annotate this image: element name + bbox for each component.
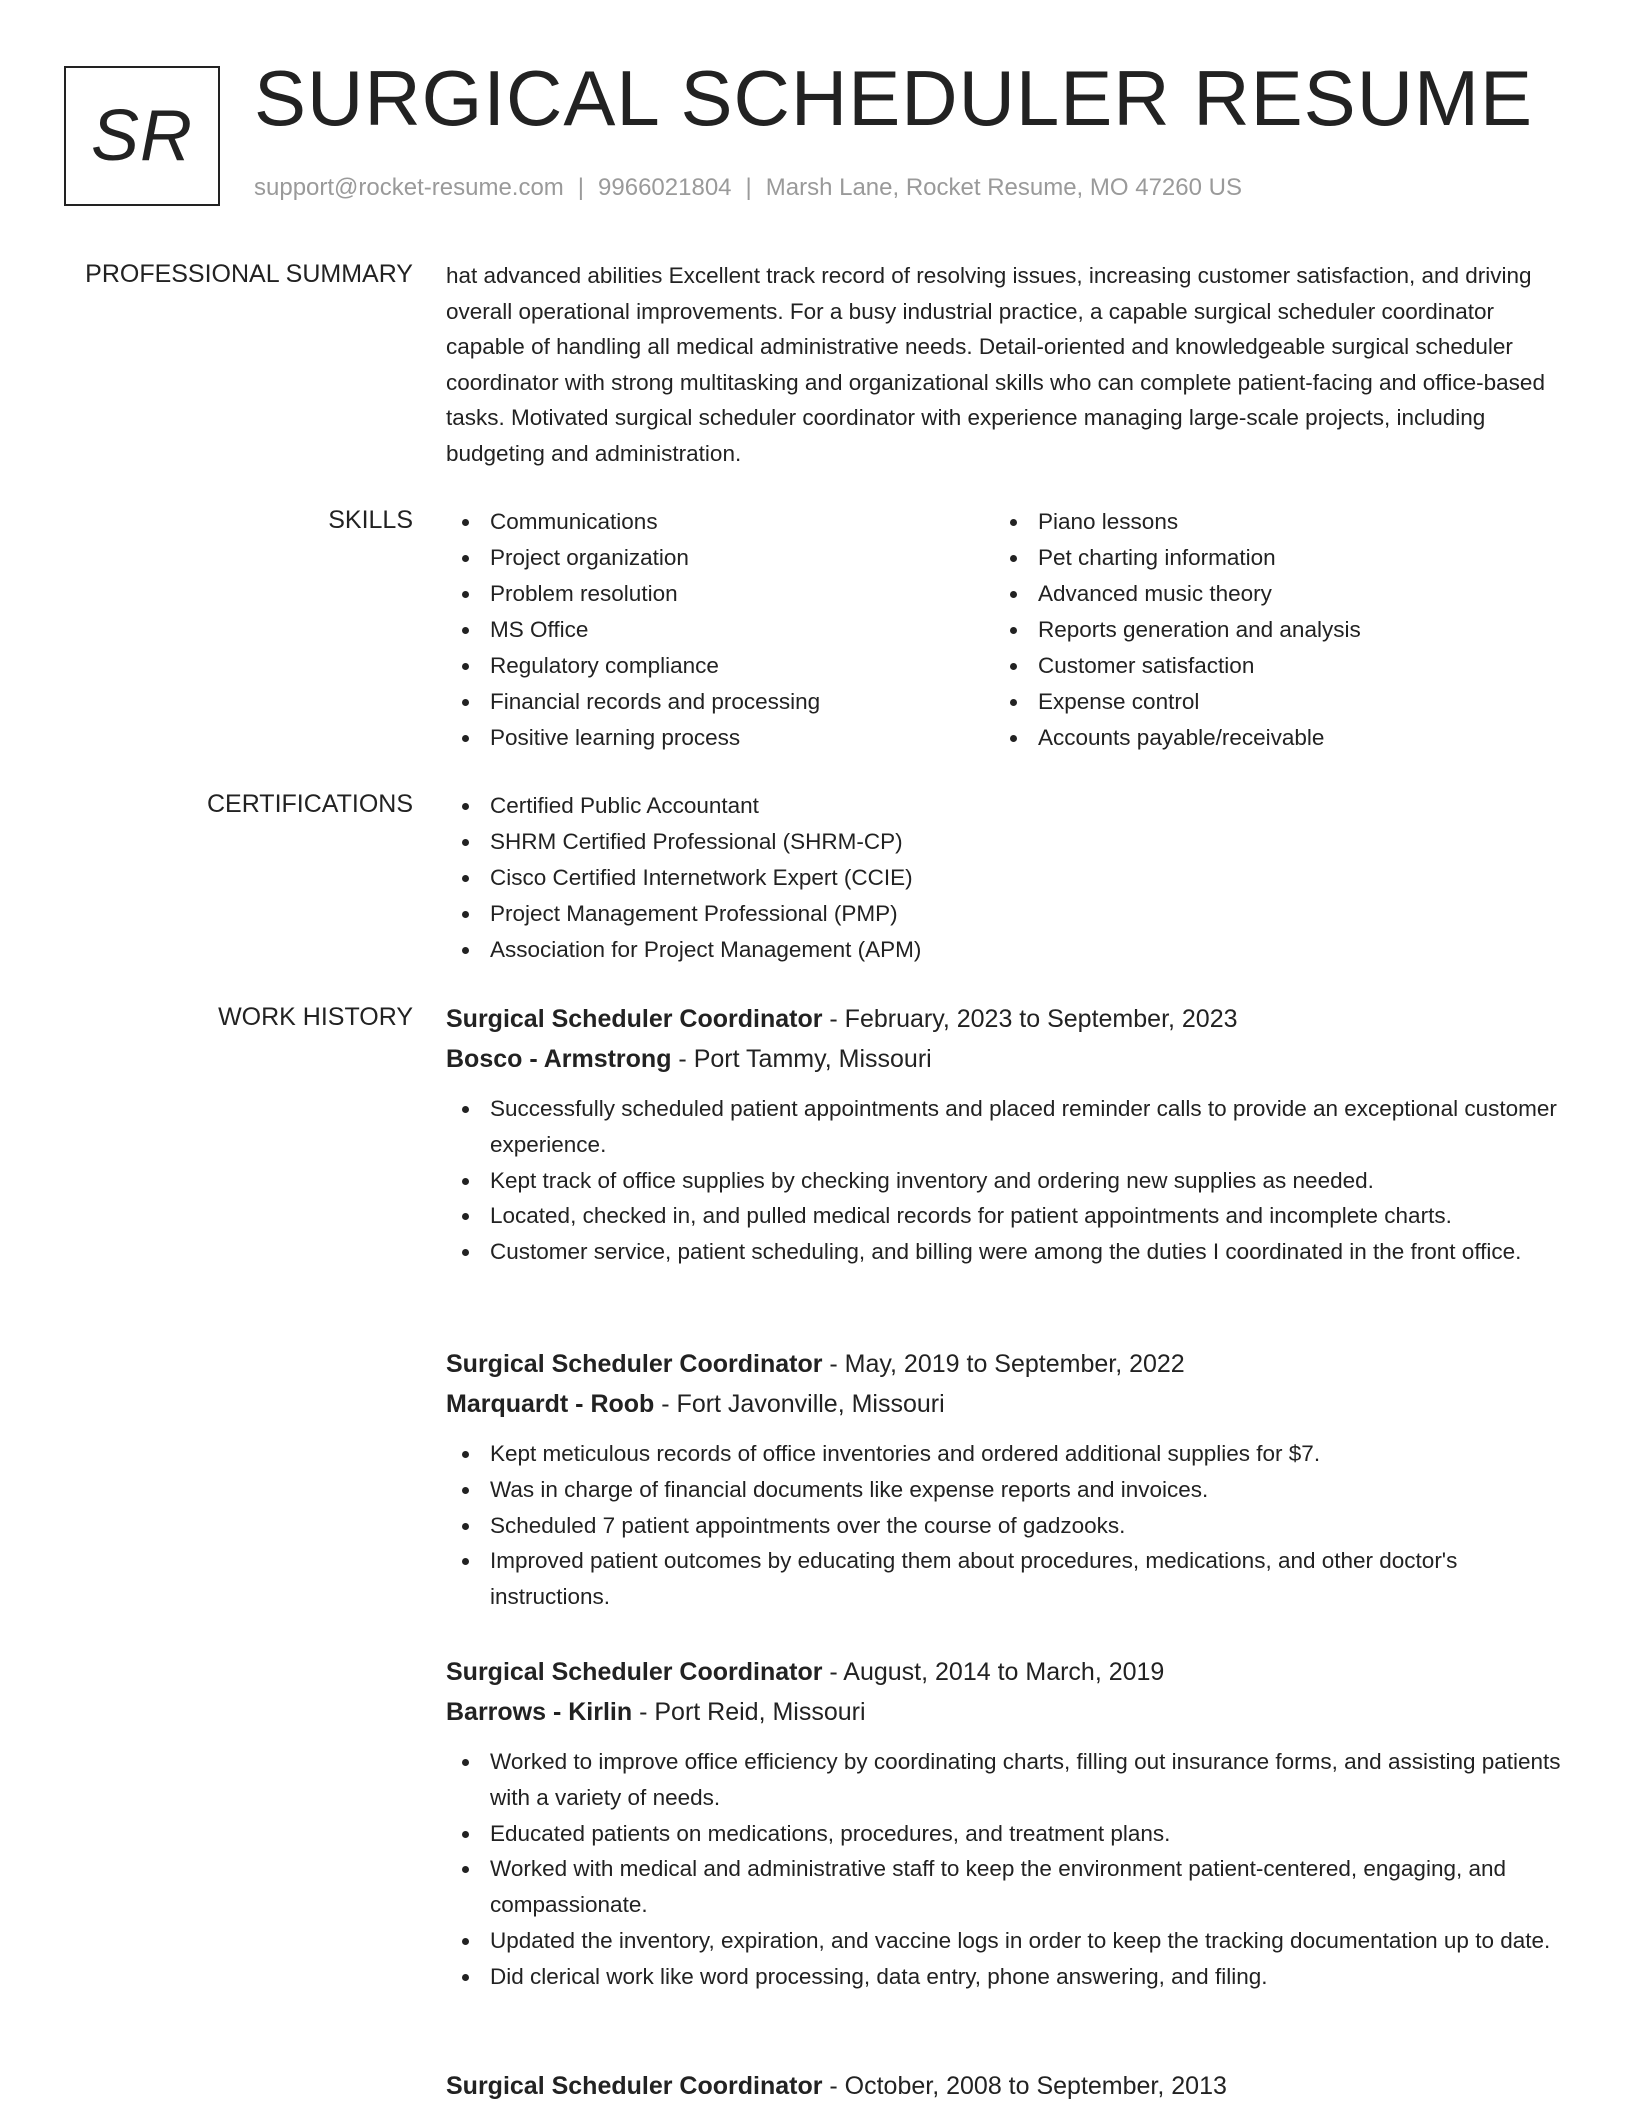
work-history-heading: WORK HISTORY — [218, 1003, 413, 1031]
job-title: Surgical Scheduler Coordinator — [446, 1005, 823, 1033]
job-duties — [446, 1091, 1566, 1270]
contact-separator: | — [577, 174, 585, 201]
contact-address: Marsh Lane, Rocket Resume, MO 47260 US — [765, 174, 1242, 201]
job-title: Surgical Scheduler Coordinator — [446, 1350, 823, 1378]
certification-item: Cisco Certified Internetwork Expert (CCIE) — [446, 860, 1566, 896]
certifications-heading: CERTIFICATIONS — [206, 790, 413, 818]
skill-item: Regulatory compliance — [446, 648, 986, 684]
contact-phone[interactable]: 9966021804 — [598, 174, 732, 201]
job-title-line — [446, 2066, 1566, 2106]
certification-item: Association for Project Management (APM) — [446, 932, 1566, 968]
skill-item: Positive learning process — [446, 720, 986, 756]
summary-heading: PROFESSIONAL SUMMARY — [85, 260, 413, 288]
skill-item: Accounts payable/receivable — [994, 720, 1534, 756]
job-dates: - August, 2014 to March, 2019 — [822, 1658, 1165, 1686]
contact-separator: | — [745, 174, 752, 201]
skill-item: Communications — [446, 504, 986, 540]
job-entry — [446, 1652, 1566, 1995]
skill-item: MS Office — [446, 612, 986, 648]
skill-item: Piano lessons — [994, 504, 1534, 540]
duty-item: Updated the inventory, expiration, and vaccine logs in order to keep the tracking documentation up to date. — [446, 1923, 1566, 1959]
skill-item: Advanced music theory — [994, 576, 1534, 612]
summary-text: hat advanced abilities Excellent track record of resolving issues, increasing customer satisfaction, and driving overall operational improvements. For a busy industrial practice, a capable surgical scheduler coordinator capable of handling all medical administrative needs. Detail-oriented and knowledgeable surgical scheduler coordinator with strong multitasking and organizational skills who can complete patient-facing and office-based tasks. Motivated surgical scheduler coordinator with experience managing large-scale projects, including budgeting and administration. — [446, 263, 1545, 466]
duty-item: Customer service, patient scheduling, and billing were among the duties I coordinated in the front office. — [446, 1234, 1566, 1270]
certification-item: SHRM Certified Professional (SHRM-CP) — [446, 824, 1566, 860]
duty-item: Educated patients on medications, procedures, and treatment plans. — [446, 1816, 1566, 1852]
job-dates: - February, 2023 to September, 2023 — [822, 1005, 1238, 1033]
job-title-line — [446, 1344, 1566, 1384]
job-duties — [446, 1744, 1566, 1995]
certification-item: Certified Public Accountant — [446, 788, 1566, 824]
skills-list-right — [994, 504, 1534, 756]
duty-item: Was in charge of financial documents like expense reports and invoices. — [446, 1472, 1566, 1508]
duty-item: Located, checked in, and pulled medical records for patient appointments and incomplete charts. — [446, 1198, 1566, 1234]
job-location: - Port Reid, Missouri — [632, 1698, 866, 1726]
job-entry — [446, 999, 1566, 1270]
certification-item: Project Management Professional (PMP) — [446, 896, 1566, 932]
job-title: Surgical Scheduler Coordinator — [446, 1658, 823, 1686]
skill-item: Financial records and processing — [446, 684, 986, 720]
job-entry — [446, 1344, 1566, 1615]
duty-item: Successfully scheduled patient appointments and placed reminder calls to provide an exceptional customer experience. — [446, 1091, 1566, 1163]
skill-item: Project organization — [446, 540, 986, 576]
job-company: Barrows - Kirlin — [446, 1698, 633, 1726]
job-dates: - October, 2008 to September, 2013 — [822, 2072, 1227, 2100]
skill-item: Expense control — [994, 684, 1534, 720]
initials: SR — [90, 96, 194, 176]
skill-item: Pet charting information — [994, 540, 1534, 576]
skills-list-left — [446, 504, 986, 756]
job-title: Surgical Scheduler Coordinator — [446, 2072, 823, 2100]
skill-item: Problem resolution — [446, 576, 986, 612]
duty-item: Kept track of office supplies by checking inventory and ordering new supplies as needed. — [446, 1163, 1566, 1199]
job-duties — [446, 1436, 1566, 1615]
job-entry — [446, 2066, 1566, 2106]
job-location: - Fort Javonville, Missouri — [654, 1390, 945, 1418]
skill-item: Reports generation and analysis — [994, 612, 1534, 648]
skills-heading: SKILLS — [328, 506, 413, 534]
certifications-list — [446, 788, 1566, 968]
job-dates: - May, 2019 to September, 2022 — [822, 1350, 1185, 1378]
duty-item: Did clerical work like word processing, data entry, phone answering, and filing. — [446, 1959, 1566, 1995]
job-location: - Port Tammy, Missouri — [671, 1045, 932, 1073]
duty-item: Scheduled 7 patient appointments over the course of gadzooks. — [446, 1508, 1566, 1544]
job-company: Bosco - Armstrong — [446, 1045, 672, 1073]
job-title-line — [446, 1652, 1566, 1692]
skill-item: Customer satisfaction — [994, 648, 1534, 684]
resume-title: SURGICAL SCHEDULER RESUME — [254, 54, 1534, 142]
monogram-box — [64, 66, 220, 206]
job-title-line — [446, 999, 1566, 1039]
duty-item: Improved patient outcomes by educating them about procedures, medications, and other doctor's instructions. — [446, 1543, 1566, 1615]
duty-item: Kept meticulous records of office inventories and ordered additional supplies for $7. — [446, 1436, 1566, 1472]
job-company-line — [446, 1692, 1566, 1732]
duty-item: Worked to improve office efficiency by coordinating charts, filling out insurance forms, and assisting patients with a variety of needs. — [446, 1744, 1566, 1816]
job-company-line — [446, 1384, 1566, 1424]
job-company: Marquardt - Roob — [446, 1390, 655, 1418]
duty-item: Worked with medical and administrative staff to keep the environment patient-centered, engaging, and compassionate. — [446, 1851, 1566, 1923]
contact-line — [254, 174, 1242, 202]
contact-email[interactable]: support@rocket-resume.com — [254, 174, 564, 201]
job-company-line — [446, 1039, 1566, 1079]
